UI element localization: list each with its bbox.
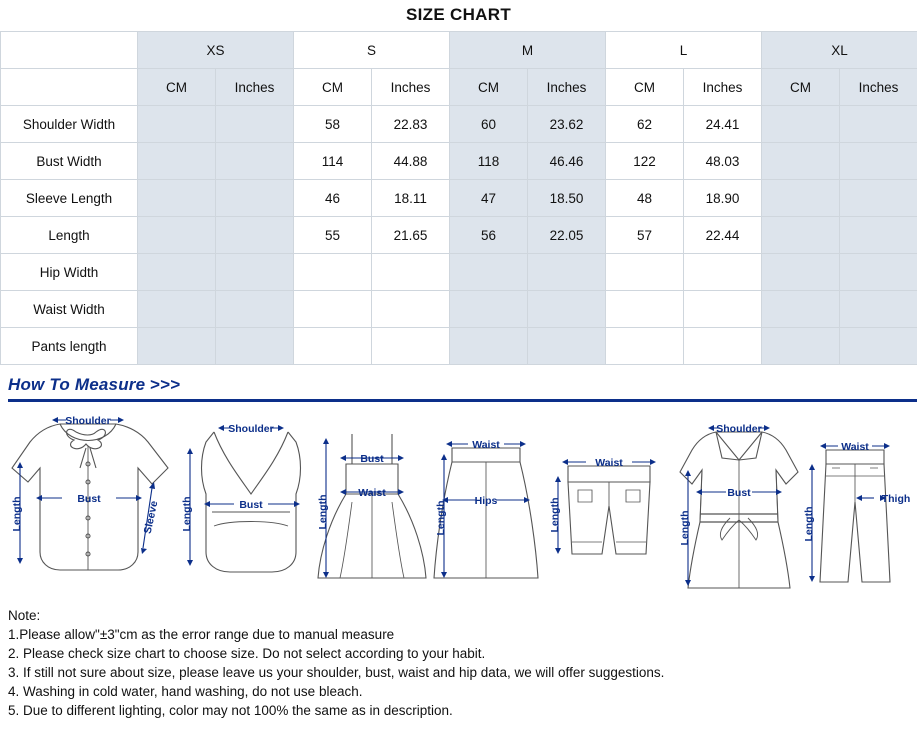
unit-xl-inches: Inches <box>840 69 917 106</box>
cell-length-m-cm: 56 <box>450 217 528 254</box>
table-row <box>1 106 917 143</box>
figure-a-line-skirt <box>434 448 538 578</box>
table-row <box>1 143 917 180</box>
cell-hip-s-in <box>372 254 450 291</box>
cell-pants-m-in <box>528 328 606 365</box>
cell-waist-m-in <box>528 291 606 328</box>
cell-waist-l-cm <box>606 291 684 328</box>
cell-shoulder-xl-in <box>840 106 917 143</box>
svg-text:Sleeve: Sleeve <box>141 499 161 535</box>
cell-bust-xs-in <box>216 143 294 180</box>
size-header-m: M <box>450 32 606 69</box>
cell-pants-m-cm <box>450 328 528 365</box>
unit-s-inches: Inches <box>372 69 450 106</box>
svg-text:Length: Length <box>181 496 193 532</box>
size-chart-table <box>0 31 917 365</box>
unit-xs-cm: CM <box>138 69 216 106</box>
cell-sleeve-xs-cm <box>138 180 216 217</box>
cell-sleeve-xl-in <box>840 180 917 217</box>
cell-hip-xs-cm <box>138 254 216 291</box>
notes-section <box>0 598 917 720</box>
cell-hip-xl-in <box>840 254 917 291</box>
cell-shoulder-m-in: 23.62 <box>528 106 606 143</box>
cell-bust-xs-cm <box>138 143 216 180</box>
svg-text:Bust: Bust <box>239 499 263 511</box>
cell-waist-s-in <box>372 291 450 328</box>
svg-text:Length: Length <box>11 496 23 532</box>
note-line-2: 2. Please check size chart to choose size. Do not select according to your habit. <box>8 646 486 661</box>
svg-text:Shoulder: Shoulder <box>716 423 762 435</box>
table-row <box>1 217 917 254</box>
cell-shoulder-m-cm: 60 <box>450 106 528 143</box>
svg-text:Length: Length <box>549 497 561 533</box>
cell-shoulder-l-in: 24.41 <box>684 106 762 143</box>
cell-bust-xl-in <box>840 143 917 180</box>
cell-waist-xs-in <box>216 291 294 328</box>
note-line-4: 4. Washing in cold water, hand washing, do not use bleach. <box>8 684 363 699</box>
cell-shoulder-s-in: 22.83 <box>372 106 450 143</box>
size-header-l: L <box>606 32 762 69</box>
cell-sleeve-m-cm: 47 <box>450 180 528 217</box>
unit-m-inches: Inches <box>528 69 606 106</box>
how-to-measure-arrows-icon: >>> <box>149 375 181 394</box>
corner-cell-2 <box>1 69 138 106</box>
svg-text:Thigh: Thigh <box>881 493 911 505</box>
row-label-bust-width: Bust Width <box>1 143 138 180</box>
cell-sleeve-l-in: 18.90 <box>684 180 762 217</box>
note-line-3: 3. If still not sure about size, please leave us your shoulder, bust, waist and hip data, we will offer suggestions. <box>8 665 665 680</box>
svg-text:Bust: Bust <box>360 453 384 465</box>
svg-text:Length: Length <box>435 500 447 536</box>
cell-pants-xs-in <box>216 328 294 365</box>
cell-waist-s-cm <box>294 291 372 328</box>
page-title: SIZE CHART <box>406 5 511 24</box>
cell-length-xs-in <box>216 217 294 254</box>
row-label-shoulder-width: Shoulder Width <box>1 106 138 143</box>
cell-pants-l-cm <box>606 328 684 365</box>
row-label-pants-length: Pants length <box>1 328 138 365</box>
svg-text:Bust: Bust <box>727 487 751 499</box>
how-to-measure-label: How To Measure <box>8 375 146 394</box>
cell-sleeve-s-cm: 46 <box>294 180 372 217</box>
row-label-sleeve-length: Sleeve Length <box>1 180 138 217</box>
how-to-measure-section <box>0 365 917 402</box>
size-header-xs: XS <box>138 32 294 69</box>
cell-pants-s-cm <box>294 328 372 365</box>
cell-hip-m-cm <box>450 254 528 291</box>
table-row <box>1 291 917 328</box>
cell-sleeve-s-in: 18.11 <box>372 180 450 217</box>
cell-bust-l-in: 48.03 <box>684 143 762 180</box>
cell-pants-s-in <box>372 328 450 365</box>
svg-text:Shoulder: Shoulder <box>65 415 111 427</box>
cell-shoulder-xs-in <box>216 106 294 143</box>
unit-l-cm: CM <box>606 69 684 106</box>
cell-bust-l-cm: 122 <box>606 143 684 180</box>
cell-sleeve-xl-cm <box>762 180 840 217</box>
cell-length-m-in: 22.05 <box>528 217 606 254</box>
row-label-waist-width: Waist Width <box>1 291 138 328</box>
cell-length-s-cm: 55 <box>294 217 372 254</box>
figure-trench-coat <box>680 432 798 588</box>
cell-waist-l-in <box>684 291 762 328</box>
cell-bust-xl-cm <box>762 143 840 180</box>
table-row <box>1 328 917 365</box>
svg-text:Waist: Waist <box>472 439 500 451</box>
table-row-sizes <box>1 32 917 69</box>
cell-waist-m-cm <box>450 291 528 328</box>
cell-length-s-in: 21.65 <box>372 217 450 254</box>
cell-hip-l-cm <box>606 254 684 291</box>
cell-pants-xl-in <box>840 328 917 365</box>
cell-length-xl-cm <box>762 217 840 254</box>
row-label-hip-width: Hip Width <box>1 254 138 291</box>
cell-sleeve-xs-in <box>216 180 294 217</box>
corner-cell <box>1 32 138 69</box>
table-row <box>1 254 917 291</box>
size-header-s: S <box>294 32 450 69</box>
unit-xs-inches: Inches <box>216 69 294 106</box>
cell-bust-s-in: 44.88 <box>372 143 450 180</box>
note-line-1: 1.Please allow"±3"cm as the error range due to manual measure <box>8 627 395 642</box>
cell-pants-l-in <box>684 328 762 365</box>
cell-pants-xs-cm <box>138 328 216 365</box>
cell-hip-l-in <box>684 254 762 291</box>
row-label-length: Length <box>1 217 138 254</box>
cell-shoulder-xs-cm <box>138 106 216 143</box>
figure-trousers <box>820 450 890 582</box>
svg-text:Length: Length <box>679 510 691 546</box>
note-line-5: 5. Due to different lighting, color may not 100% the same as in description. <box>8 703 453 718</box>
cell-shoulder-xl-cm <box>762 106 840 143</box>
svg-text:Length: Length <box>317 494 329 530</box>
svg-text:Waist: Waist <box>358 487 386 499</box>
size-header-xl: XL <box>762 32 917 69</box>
svg-text:Length: Length <box>803 506 815 542</box>
cell-hip-xs-in <box>216 254 294 291</box>
cell-hip-s-cm <box>294 254 372 291</box>
cell-hip-xl-cm <box>762 254 840 291</box>
cell-hip-m-in <box>528 254 606 291</box>
svg-text:Hips: Hips <box>474 495 498 507</box>
cell-bust-m-cm: 118 <box>450 143 528 180</box>
svg-text:Waist: Waist <box>841 441 869 453</box>
unit-l-inches: Inches <box>684 69 762 106</box>
cell-length-xs-cm <box>138 217 216 254</box>
figure-shorts <box>568 466 650 554</box>
cell-pants-xl-cm <box>762 328 840 365</box>
cell-waist-xl-cm <box>762 291 840 328</box>
cell-waist-xl-in <box>840 291 917 328</box>
unit-s-cm: CM <box>294 69 372 106</box>
cell-bust-s-cm: 114 <box>294 143 372 180</box>
unit-m-cm: CM <box>450 69 528 106</box>
table-row <box>1 180 917 217</box>
measure-figures <box>0 402 917 598</box>
notes-heading: Note: <box>8 608 41 623</box>
cell-length-l-cm: 57 <box>606 217 684 254</box>
cell-shoulder-s-cm: 58 <box>294 106 372 143</box>
cell-shoulder-l-cm: 62 <box>606 106 684 143</box>
cell-sleeve-l-cm: 48 <box>606 180 684 217</box>
cell-length-xl-in <box>840 217 917 254</box>
svg-text:Shoulder: Shoulder <box>228 423 274 435</box>
table-row-units <box>1 69 917 106</box>
cell-sleeve-m-in: 18.50 <box>528 180 606 217</box>
svg-text:Bust: Bust <box>77 493 101 505</box>
cell-length-l-in: 22.44 <box>684 217 762 254</box>
cell-waist-xs-cm <box>138 291 216 328</box>
cell-bust-m-in: 46.46 <box>528 143 606 180</box>
unit-xl-cm: CM <box>762 69 840 106</box>
svg-text:Waist: Waist <box>595 457 623 469</box>
